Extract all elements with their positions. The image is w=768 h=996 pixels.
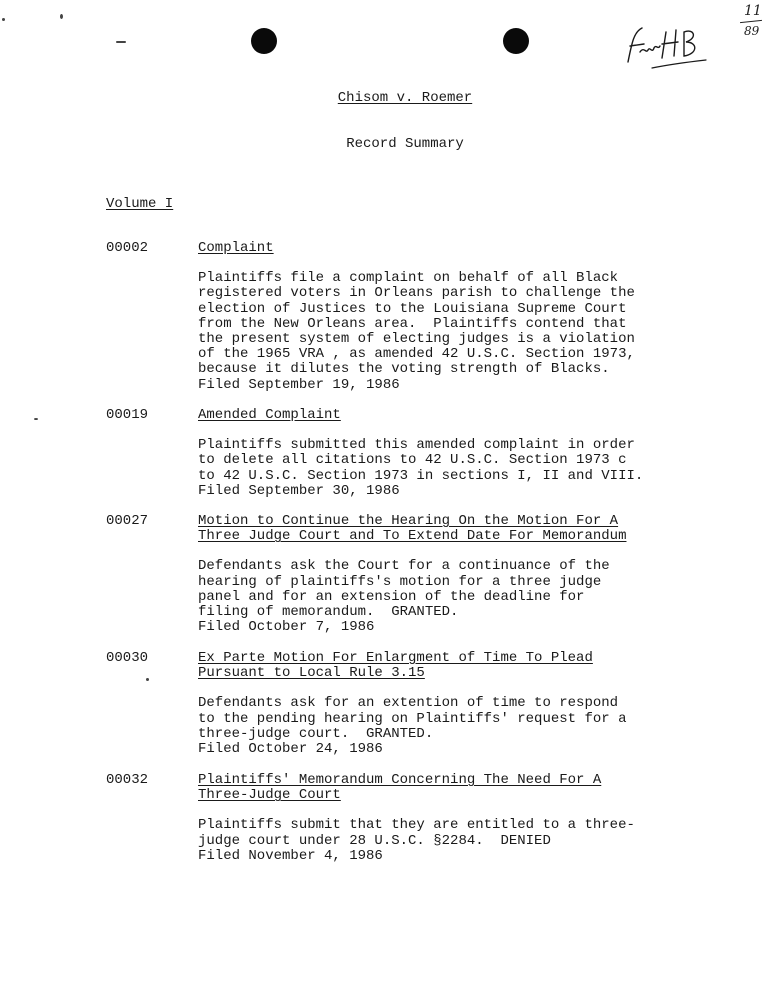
document-subtitle: Record Summary [346,136,464,152]
entry-number: 00032 [106,772,149,788]
entry-title: Motion to Continue the Hearing On the Motion For A Three Judge Court and To Extend Date For Memorandum [198,513,627,545]
handwritten-page-mark [738,4,766,44]
handwritten-initials [622,22,714,76]
page-mark-divider [740,20,762,23]
document-title: Chisom v. Roemer [337,90,473,106]
scan-speck [2,18,5,21]
entry-number: 00027 [106,513,149,529]
scan-speck [60,14,63,19]
entry-description: Defendants ask for an extention of time to respond to the pending hearing on Plaintiffs' request for a three-judge court. GRANTED. Filed October 24, 1986 [198,695,627,757]
entry-title: Complaint [198,240,274,256]
scan-speck [146,678,149,681]
entry-description: Plaintiffs submit that they are entitled to a three- judge court under 28 U.S.C. §2284. DENIED Filed November 4, 1986 [198,817,635,864]
page-mark-top: 11 [744,3,762,19]
volume-heading: Volume I [106,196,174,212]
handwritten-initials-drawing [622,22,714,72]
entry-title: Ex Parte Motion For Enlargment of Time To Plead Pursuant to Local Rule 3.15 [198,650,593,682]
entry-title: Plaintiffs' Memorandum Concerning The Need For A Three-Judge Court [198,772,602,804]
scan-speck [116,41,126,43]
scan-speck [34,418,38,420]
entry-number: 00030 [106,650,149,666]
entry-title: Amended Complaint [198,407,341,423]
entry-description: Defendants ask the Court for a continuance of the hearing of plaintiffs's motion for a three judge panel and for an extension of the deadline for filing of memorandum. GRANTED. Filed October 7, 1986 [198,558,610,636]
punch-hole-left [251,28,277,54]
entry-number: 00002 [106,240,149,256]
entry-description: Plaintiffs file a complaint on behalf of all Black registered voters in Orleans parish to challenge the election of Justices to the Louisiana Supreme Court from the New Orleans area. Plaintiffs contend that the present system of electing judges is a violation of the 1965 VRA , as amended 42 U.S.C. Section 1973, because it dilutes the voting strength of Blacks. Filed September 19, 1986 [198,270,635,393]
page-mark-bottom: 89 [744,24,760,38]
entry-number: 00019 [106,407,149,423]
entry-description: Plaintiffs submitted this amended complaint in order to delete all citations to 42 U.S.C. Section 1973 c to 42 U.S.C. Section 1973 in sections I, II and VIII. Filed September 30, 1986 [198,437,644,499]
punch-hole-right [503,28,529,54]
